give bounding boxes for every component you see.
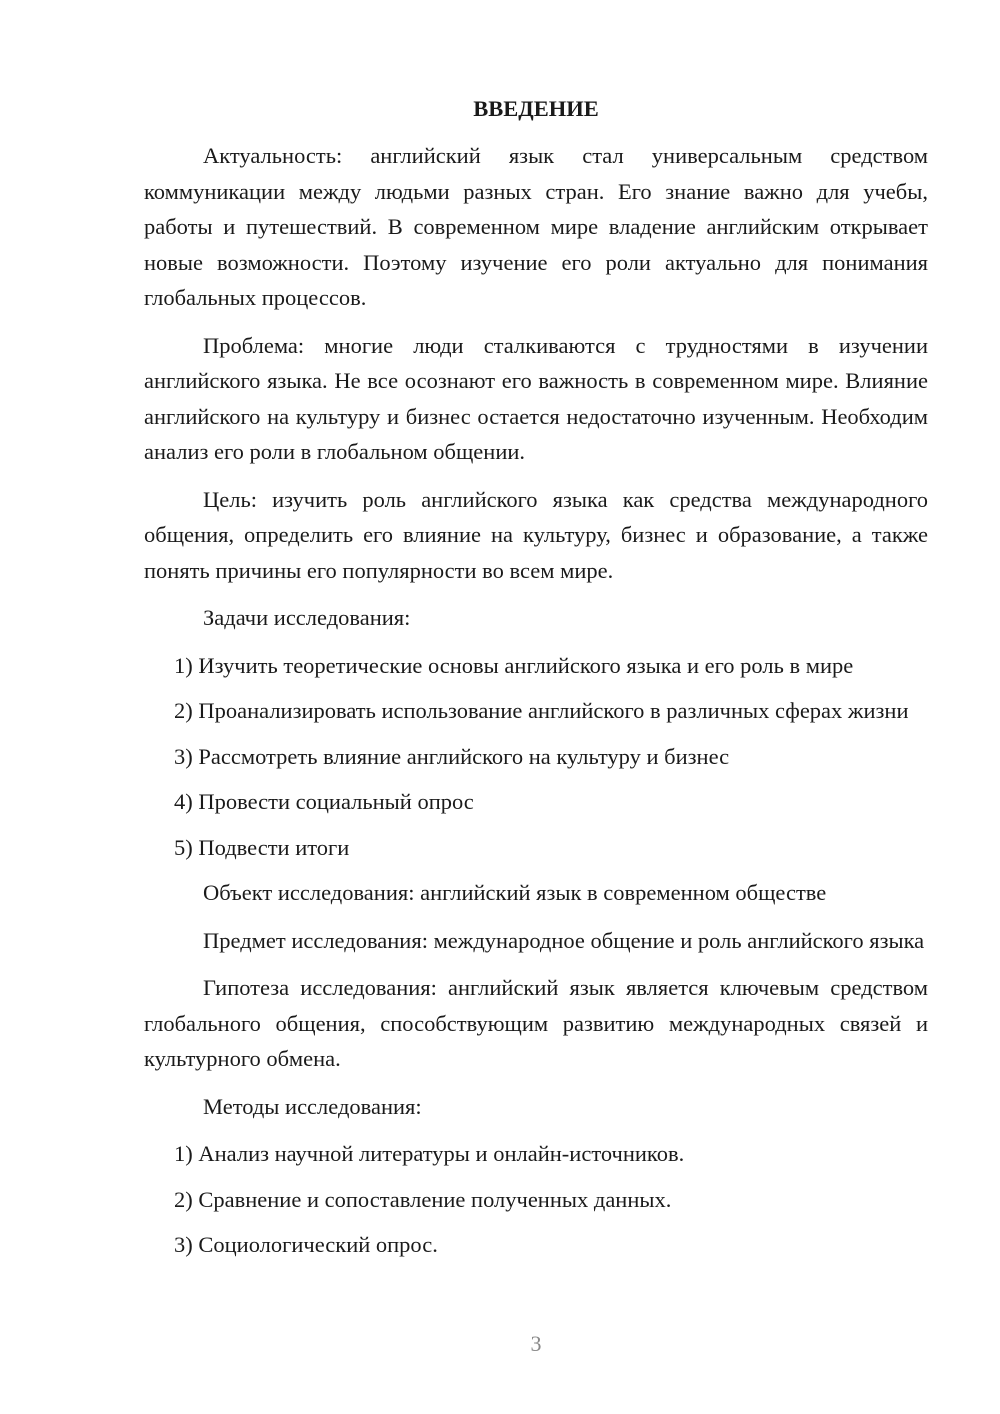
method-item: 2) Сравнение и сопоставление полученных данных. [174,1186,672,1212]
object-paragraph: Объект исследования: английский язык в современном обществе [203,880,827,905]
task-item: 3) Рассмотреть влияние английского на культуру и бизнес [174,743,730,769]
subject-paragraph: Предмет исследования: международное общение и роль английского языка [203,927,925,953]
relevance-paragraph: Актуальность: английский язык стал универсальным средством коммуникации между людьми разных стран. Его знание важно для учебы, работы и путешествий. В современном мире владение английским открывает новые возможности. Поэтому изучение его роли актуально для понимания глобальных процессов. [144,143,928,310]
method-item: 3) Социологический опрос. [174,1232,438,1257]
goal-paragraph: Цель: изучить роль английского языка как средства международного общения, определить его влияние на культуру, бизнес и образование, а также понять причины его популярности во всем мире. [144,486,928,583]
task-item: 4) Провести социальный опрос [174,789,474,814]
method-item: 1) Анализ научной литературы и онлайн-источников. [174,1141,685,1166]
page-content [144,92,928,1273]
task-item: 2) Проанализировать использование английского в различных сферах жизни [174,698,909,723]
hypothesis-paragraph: Гипотеза исследования: английский язык является ключевым средством глобального общения, способствующим развитию международных связей и культурного обмена. [144,975,928,1071]
task-item: 5) Подвести итоги [174,834,350,860]
tasks-heading: Задачи исследования: [203,605,411,630]
page-title: ВВЕДЕНИЕ [473,96,599,121]
page-number: 3 [530,1331,542,1356]
problem-paragraph: Проблема: многие люди сталкиваются с трудностями в изучении английского языка. Не все осознают его важность в современном мире. Влияние английского на культуру и бизнес остается недостаточно изученным. Необходим анализ его роли в глобальном общении. [144,332,928,464]
task-item: 1) Изучить теоретические основы английского языка и его роль в мире [174,652,854,678]
methods-heading: Методы исследования: [203,1093,422,1119]
